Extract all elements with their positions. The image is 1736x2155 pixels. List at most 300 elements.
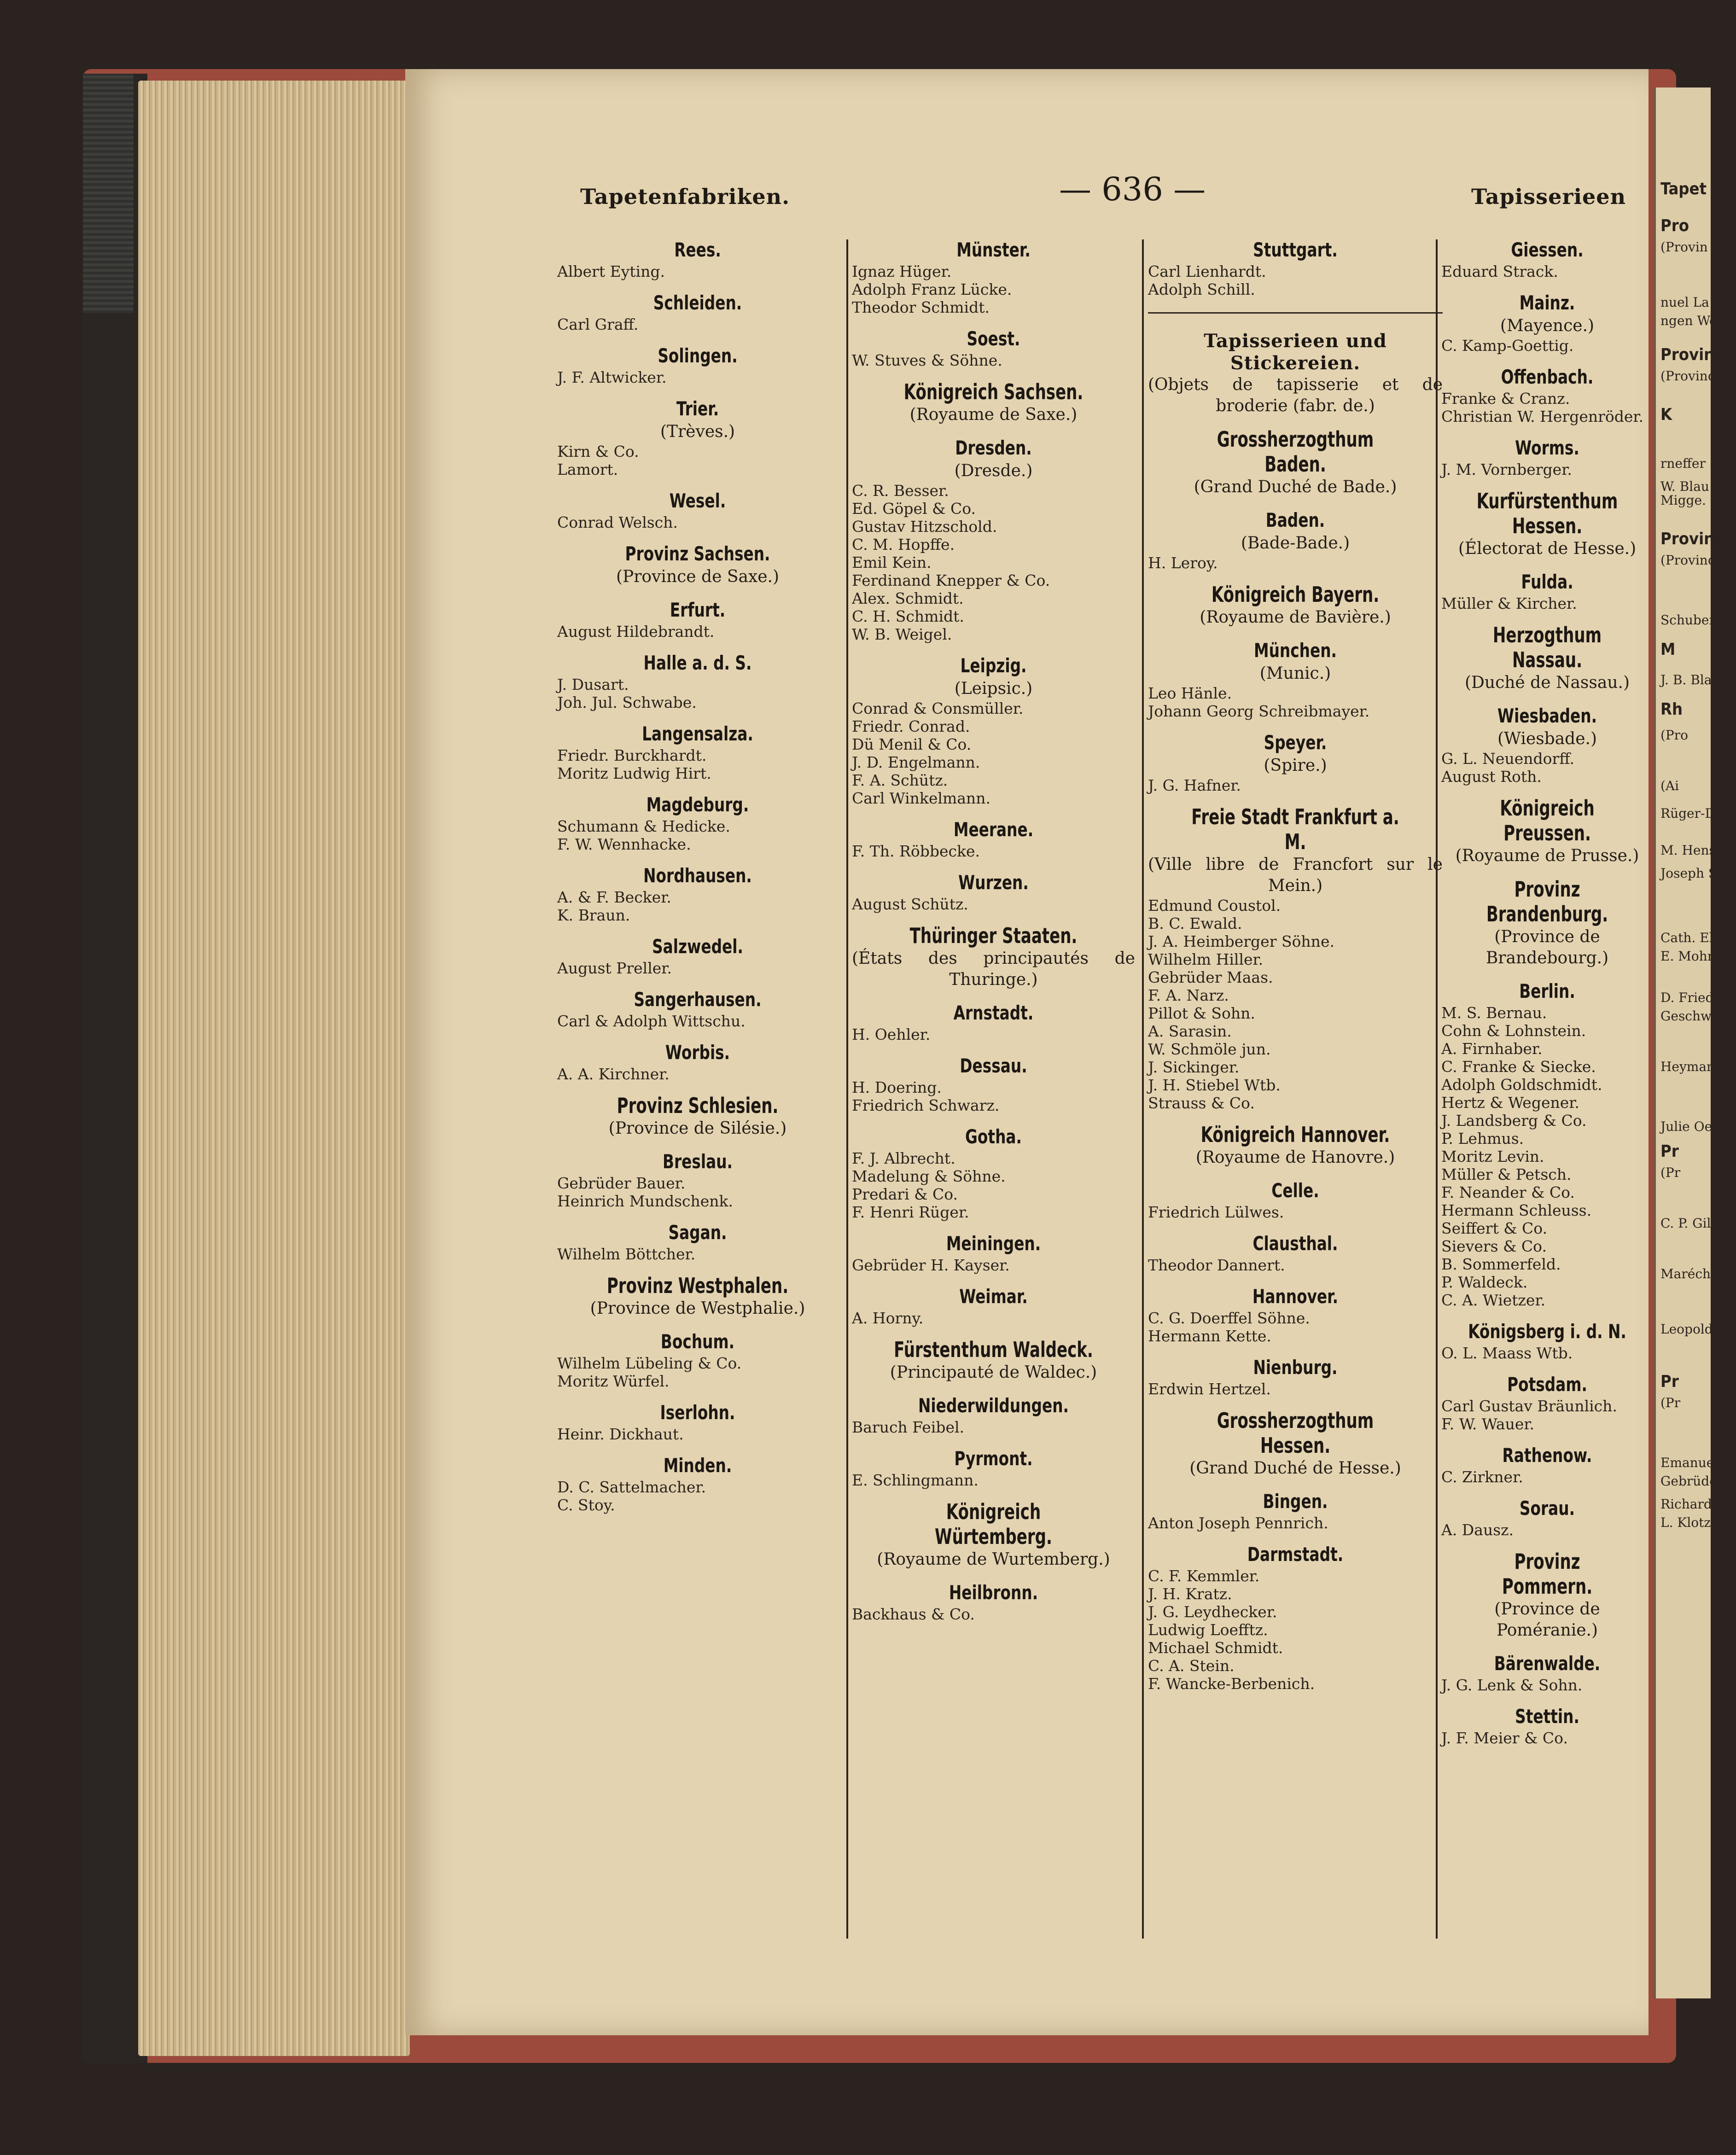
- next-page-fragment: J. B. Blau.: [1660, 672, 1724, 687]
- firm-name: F. Th. Röbbecke.: [852, 842, 980, 860]
- entry-block: [557, 934, 838, 977]
- entry-block: [852, 1124, 1135, 1221]
- place-heading: Leipzig.: [960, 654, 1027, 677]
- firm-name: A. & F. Becker.: [557, 888, 671, 906]
- french-translation: (Province de Saxe.): [616, 567, 780, 586]
- next-page-fragment: (Provinc: [1660, 368, 1715, 384]
- firm-name: C. G. Doerffel Söhne.: [1148, 1309, 1310, 1327]
- directory-column-2: [852, 235, 1135, 1939]
- entry-block: [1441, 979, 1653, 1309]
- firm-name: Friedrich Lülwes.: [1148, 1203, 1284, 1221]
- firm-name: Friedr. Burckhardt.: [557, 746, 707, 764]
- section-heading: Tapisserieen und Stickereien.: [1204, 330, 1387, 374]
- entry-block: [1148, 1284, 1443, 1345]
- next-page-fragment: Gebrüder: [1660, 1474, 1724, 1489]
- next-page-fragment: Cath. Elke: [1660, 930, 1729, 945]
- firm-name: Moritz Levin.: [1441, 1147, 1544, 1165]
- directory-column-4: [1441, 235, 1653, 1939]
- next-page-fragment: Maréchal: [1660, 1266, 1723, 1281]
- entry-block: [852, 923, 1135, 990]
- entry-block: [1148, 1355, 1443, 1398]
- firm-name: Dü Menil & Co.: [852, 735, 972, 753]
- entry-block: [1441, 877, 1653, 969]
- entry-block: [557, 1040, 838, 1083]
- place-heading: Berlin.: [1519, 980, 1575, 1002]
- next-page-fragment: Pr: [1660, 1372, 1679, 1391]
- place-heading: Grossherzogthum Baden.: [1217, 427, 1374, 477]
- firm-name: Wilhelm Hiller.: [1148, 950, 1264, 968]
- entry-block: [557, 1400, 838, 1443]
- entry-block: [852, 379, 1135, 425]
- entry-block: [557, 651, 838, 711]
- entry-block: [1148, 1542, 1443, 1693]
- entry-block: [1148, 238, 1443, 298]
- firm-name: Moritz Ludwig Hirt.: [557, 764, 711, 782]
- next-page-fragment: Tapet: [1660, 180, 1707, 198]
- entry-block: [1441, 1549, 1653, 1641]
- french-translation: (Duché de Nassau.): [1464, 673, 1630, 692]
- next-page-fragment: E. Mohr g: [1660, 949, 1726, 964]
- firm-name: C. H. Schmidt.: [852, 607, 964, 625]
- firm-name: Conrad & Consmüller.: [852, 699, 1024, 717]
- place-heading: Münster.: [956, 239, 1031, 261]
- french-translation: (Spire.): [1264, 756, 1327, 775]
- entry-block: [557, 987, 838, 1030]
- firm-name: Hermann Kette.: [1148, 1327, 1271, 1345]
- entry-block: [852, 1284, 1135, 1327]
- entry-block: [852, 1393, 1135, 1436]
- entry-block: [852, 1054, 1135, 1114]
- firm-name: Wilhelm Böttcher.: [557, 1245, 696, 1263]
- entry-block: [1441, 704, 1653, 786]
- entry-block: [852, 1337, 1135, 1383]
- next-page-fragment: M: [1660, 640, 1676, 659]
- place-heading: Rathenow.: [1502, 1444, 1592, 1467]
- firm-name: Ed. Göpel & Co.: [852, 500, 976, 518]
- place-heading: Wurzen.: [958, 871, 1029, 894]
- place-heading: Breslau.: [663, 1150, 733, 1173]
- next-page-edge: [1653, 87, 1736, 1998]
- place-heading: Trier.: [676, 397, 719, 420]
- firm-name: F. Henri Rüger.: [852, 1203, 969, 1221]
- next-page-fragment: Provinz: [1660, 530, 1724, 548]
- french-translation: (Royaume de Wurtemberg.): [877, 1550, 1110, 1569]
- entry-block: [1148, 1408, 1443, 1479]
- place-heading: Worbis.: [665, 1041, 730, 1064]
- entry-block: [852, 238, 1135, 316]
- firm-name: Adolph Goldschmidt.: [1441, 1076, 1602, 1094]
- firm-name: Johann Georg Schreibmayer.: [1148, 702, 1370, 720]
- entry-block: [852, 1001, 1135, 1043]
- place-heading: Iserlohn.: [660, 1401, 735, 1424]
- entry-block: [852, 436, 1135, 643]
- entry-block: [852, 1499, 1135, 1570]
- firm-name: J. G. Lenk & Sohn.: [1441, 1676, 1583, 1694]
- next-page-fragment: Emanuel: [1660, 1455, 1719, 1470]
- entry-block: [557, 396, 838, 478]
- next-page-fragment: Schubert &: [1660, 612, 1736, 628]
- firm-name: B. Sommerfeld.: [1441, 1255, 1561, 1273]
- entry-block: [557, 1149, 838, 1210]
- entry-block: [1441, 436, 1653, 478]
- firm-name: F. J. Albrecht.: [852, 1149, 955, 1167]
- place-heading: Stettin.: [1515, 1705, 1579, 1728]
- place-heading: Königreich Bayern.: [1211, 582, 1380, 607]
- french-translation: (Électorat de Hesse.): [1458, 539, 1637, 558]
- entry-block: [1441, 1704, 1653, 1747]
- french-translation: (Leipsic.): [954, 679, 1033, 698]
- directory-column-3: [1148, 235, 1443, 1939]
- firm-name: Cohn & Lohnstein.: [1441, 1022, 1586, 1040]
- entry-block: [557, 1329, 838, 1390]
- place-heading: Potsdam.: [1507, 1373, 1587, 1396]
- firm-name: Ferdinand Knepper & Co.: [852, 571, 1050, 589]
- place-heading: Nienburg.: [1253, 1356, 1338, 1379]
- firm-name: F. W. Wennhacke.: [557, 835, 691, 853]
- firm-name: Predari & Co.: [852, 1185, 958, 1203]
- firm-name: P. Waldeck.: [1441, 1273, 1528, 1291]
- french-translation: (Province de Silésie.): [608, 1119, 787, 1138]
- entry-block: [1441, 623, 1653, 693]
- entry-block: [1148, 730, 1443, 794]
- firm-name: J. A. Heimberger Söhne.: [1148, 932, 1334, 950]
- next-page-fragment: M. Hensele: [1660, 843, 1735, 858]
- firm-name: J. Sickinger.: [1148, 1058, 1240, 1076]
- entry-block: [1148, 582, 1443, 628]
- place-heading: Mainz.: [1519, 291, 1575, 314]
- entry-block: [557, 291, 838, 333]
- entry-block: [557, 1273, 838, 1319]
- firm-name: Theodor Schmidt.: [852, 298, 990, 316]
- firm-name: F. A. Narz.: [1148, 986, 1229, 1004]
- place-heading: Offenbach.: [1501, 366, 1594, 388]
- firm-name: C. Kamp-Goettig.: [1441, 337, 1574, 355]
- entry-block: [852, 817, 1135, 860]
- place-heading: Soest.: [967, 327, 1020, 350]
- place-heading: Clausthal.: [1252, 1232, 1338, 1255]
- firm-name: Gebrüder H. Kayser.: [852, 1256, 1010, 1274]
- french-translation: (Dresde.): [954, 461, 1033, 480]
- firm-name: J. D. Engelmann.: [852, 753, 980, 771]
- place-heading: Salzwedel.: [652, 935, 743, 958]
- firm-name: August Roth.: [1441, 768, 1542, 786]
- french-translation: (Province de Westphalie.): [590, 1299, 805, 1318]
- entry-block: [1441, 291, 1653, 355]
- firm-name: Alex. Schmidt.: [852, 589, 964, 607]
- firm-name: W. B. Weigel.: [852, 625, 952, 643]
- entry-block: [1148, 1122, 1443, 1168]
- entry-block: [557, 722, 838, 782]
- firm-name: Gebrüder Bauer.: [557, 1174, 686, 1192]
- entry-block: [1441, 1443, 1653, 1486]
- next-page-fragment: D. Friedhe: [1660, 990, 1730, 1005]
- firm-name: Gustav Hitzschold.: [852, 518, 997, 536]
- entry-block: [852, 326, 1135, 369]
- place-heading: Nordhausen.: [643, 864, 752, 887]
- entry-block: [1148, 1489, 1443, 1532]
- place-heading: Solingen.: [658, 344, 738, 367]
- firm-name: Franke & Cranz.: [1441, 390, 1570, 408]
- next-page-fragment: (Provin: [1660, 239, 1708, 255]
- place-heading: Erfurt.: [670, 599, 726, 621]
- firm-name: F. W. Wauer.: [1441, 1415, 1535, 1433]
- french-translation: (Bade-Bade.): [1241, 534, 1350, 553]
- firm-name: Müller & Petsch.: [1441, 1165, 1572, 1183]
- firm-name: Backhaus & Co.: [852, 1605, 975, 1623]
- entry-block: [557, 1220, 838, 1263]
- firm-name: F. A. Schütz.: [852, 771, 948, 789]
- place-heading: Pyrmont.: [954, 1447, 1033, 1470]
- entry-block: [1148, 638, 1443, 720]
- place-heading: Dessau.: [960, 1054, 1027, 1077]
- firm-name: F. Neander & Co.: [1441, 1183, 1575, 1201]
- french-translation: (Grand Duché de Hesse.): [1189, 1459, 1401, 1478]
- entry-block: [1441, 796, 1653, 867]
- firm-name: J. Dusart.: [557, 676, 629, 693]
- entry-block: [1148, 804, 1443, 1112]
- place-heading: Sorau.: [1519, 1497, 1575, 1520]
- entry-block: [1441, 365, 1653, 425]
- entry-block: [852, 1231, 1135, 1274]
- next-page-fragment: (Ai: [1660, 778, 1679, 793]
- place-heading: Sangerhausen.: [634, 988, 762, 1011]
- entry-block: [557, 863, 838, 924]
- entry-block: [557, 238, 838, 280]
- firm-name: E. Schlingmann.: [852, 1471, 979, 1489]
- firm-name: Emil Kein.: [852, 553, 932, 571]
- place-heading: Königreich Hannover.: [1200, 1122, 1390, 1147]
- next-page-fragment: Rüger-Due: [1660, 806, 1731, 821]
- next-page-fragment: Heymann: [1660, 1059, 1724, 1074]
- next-page-fragment: rneffer &: [1660, 456, 1721, 471]
- firm-name: August Schütz.: [852, 895, 968, 913]
- entry-block: [852, 1446, 1135, 1489]
- french-translation: (Royaume de Hanovre.): [1195, 1148, 1395, 1167]
- place-heading: Sagan.: [668, 1221, 727, 1244]
- firm-name: C. M. Hopffe.: [852, 536, 955, 553]
- firm-name: August Preller.: [557, 959, 672, 977]
- firm-name: Friedrich Schwarz.: [852, 1096, 1000, 1114]
- place-heading: Provinz Brandenburg.: [1486, 877, 1608, 926]
- entry-block: [557, 542, 838, 588]
- firm-name: Baruch Feibel.: [852, 1418, 965, 1436]
- firm-name: Carl Lienhardt.: [1148, 262, 1266, 280]
- entry-block: [852, 653, 1135, 807]
- place-heading: Provinz Westphalen.: [606, 1273, 789, 1298]
- french-translation: (États des principautés de Thuringe.): [852, 949, 1135, 989]
- place-heading: Wesel.: [669, 489, 726, 512]
- firm-name: Adolph Schill.: [1148, 280, 1255, 298]
- firm-name: August Hildebrandt.: [557, 623, 715, 641]
- place-heading: Worms.: [1515, 437, 1579, 459]
- next-page-fragment: W. Blau: [1660, 479, 1709, 494]
- firm-name: Carl Gustav Bräunlich.: [1441, 1397, 1617, 1415]
- firm-name: J. M. Vornberger.: [1441, 460, 1572, 478]
- entry-block: [1441, 238, 1653, 280]
- entry-block: [557, 344, 838, 386]
- firm-name: Carl Winkelmann.: [852, 789, 990, 807]
- firm-name: Albert Eyting.: [557, 262, 665, 280]
- french-translation: (Objets de tapisserie et de broderie (fabr. de.): [1148, 375, 1443, 415]
- firm-name: Conrad Welsch.: [557, 513, 678, 531]
- place-heading: Provinz Pommern.: [1502, 1549, 1593, 1599]
- french-translation: (Mayence.): [1500, 316, 1595, 335]
- firm-name: Ignaz Hüger.: [852, 262, 952, 280]
- section-block: [1148, 312, 1443, 417]
- entry-block: [1148, 427, 1443, 498]
- french-translation: (Munic.): [1259, 664, 1331, 683]
- entry-block: [852, 1580, 1135, 1623]
- firm-name: Madelung & Söhne.: [852, 1167, 1006, 1185]
- place-heading: Schleiden.: [653, 291, 742, 314]
- book-spine: [83, 74, 147, 2063]
- next-page-fragment: Rh: [1660, 700, 1683, 719]
- entry-block: [1441, 570, 1653, 612]
- place-heading: Speyer.: [1264, 731, 1327, 754]
- firm-name: Theodor Dannert.: [1148, 1256, 1285, 1274]
- place-heading: Giessen.: [1511, 239, 1584, 261]
- firm-name: Carl & Adolph Wittschu.: [557, 1012, 746, 1030]
- firm-name: H. Oehler.: [852, 1025, 931, 1043]
- firm-name: A. Dausz.: [1441, 1521, 1514, 1539]
- french-translation: (Royaume de Bavière.): [1200, 608, 1391, 627]
- firm-name: Strauss & Co.: [1148, 1094, 1255, 1112]
- firm-name: W. Schmöle jun.: [1148, 1040, 1271, 1058]
- place-heading: Kurfürstenthum Hessen.: [1476, 489, 1618, 538]
- place-heading: Provinz Sachsen.: [625, 542, 770, 565]
- next-page-fragment: Leopold: [1660, 1322, 1713, 1337]
- page-number: — 636 —: [1059, 170, 1206, 208]
- firm-name: Hermann Schleuss.: [1441, 1201, 1592, 1219]
- firm-name: Schumann & Hedicke.: [557, 817, 730, 835]
- entry-block: [1441, 489, 1653, 559]
- firm-name: J. H. Stiebel Wtb.: [1148, 1076, 1281, 1094]
- french-translation: (Grand Duché de Bade.): [1194, 478, 1397, 496]
- place-heading: Thüringer Staaten.: [909, 923, 1078, 948]
- entry-block: [1441, 1651, 1653, 1694]
- place-heading: Königreich Sachsen.: [903, 379, 1084, 404]
- firm-name: Adolph Franz Lücke.: [852, 280, 1012, 298]
- french-translation: (Wiesbade.): [1497, 729, 1597, 748]
- french-translation: (Principauté de Waldec.): [890, 1363, 1097, 1382]
- place-heading: Niederwildungen.: [918, 1394, 1069, 1417]
- place-heading: Herzogthum Nassau.: [1492, 623, 1602, 672]
- next-page-fragment: K: [1660, 405, 1672, 424]
- firm-name: Christian W. Hergenröder.: [1441, 408, 1644, 425]
- firm-name: A. A. Kirchner.: [557, 1065, 670, 1083]
- firm-name: D. C. Sattelmacher.: [557, 1478, 706, 1496]
- firm-name: H. Leroy.: [1148, 554, 1218, 572]
- firm-name: Friedr. Conrad.: [852, 717, 970, 735]
- next-page-fragment: (Pro: [1660, 728, 1689, 743]
- firm-name: Ludwig Loefftz.: [1148, 1621, 1268, 1639]
- place-heading: Grossherzogthum Hessen.: [1217, 1408, 1374, 1458]
- place-heading: Gotha.: [965, 1125, 1022, 1148]
- place-heading: Dresden.: [955, 437, 1032, 459]
- firm-name: Heinr. Dickhaut.: [557, 1425, 684, 1443]
- firm-name: C. R. Besser.: [852, 482, 949, 500]
- place-heading: Magdeburg.: [646, 793, 749, 816]
- firm-name: C. A. Wietzer.: [1441, 1291, 1546, 1309]
- entry-block: [1441, 1319, 1653, 1362]
- place-heading: Meiningen.: [946, 1232, 1041, 1255]
- firm-name: Carl Graff.: [557, 315, 639, 333]
- firm-name: G. L. Neuendorff.: [1441, 750, 1575, 768]
- next-page-fragment: (Pr: [1660, 1165, 1681, 1180]
- firm-name: O. L. Maass Wtb.: [1441, 1344, 1573, 1362]
- next-page-fragment: Provinz: [1660, 345, 1724, 364]
- firm-name: J. F. Meier & Co.: [1441, 1729, 1568, 1747]
- firm-name: Michael Schmidt.: [1148, 1639, 1283, 1657]
- firm-name: A. Horny.: [852, 1309, 924, 1327]
- firm-name: Kirn & Co.: [557, 443, 639, 460]
- directory-column-1: [557, 235, 838, 1939]
- place-heading: Langensalza.: [642, 722, 753, 745]
- place-heading: Arnstadt.: [953, 1002, 1034, 1024]
- firm-name: J. G. Hafner.: [1148, 776, 1241, 794]
- firm-name: K. Braun.: [557, 906, 630, 924]
- place-heading: Königreich Würtemberg.: [935, 1499, 1052, 1549]
- firm-name: Hertz & Wegener.: [1441, 1094, 1579, 1112]
- firm-name: H. Doering.: [852, 1078, 942, 1096]
- entry-block: [557, 1453, 838, 1514]
- next-page-fragment: Richard: [1660, 1497, 1712, 1512]
- firm-name: Erdwin Hertzel.: [1148, 1380, 1271, 1398]
- firm-name: Heinrich Mundschenk.: [557, 1192, 734, 1210]
- next-page-fragment: (Pr: [1660, 1395, 1681, 1410]
- running-header-left: Tapetenfabriken.: [580, 184, 790, 209]
- entry-block: [557, 1093, 838, 1139]
- french-translation: (Royaume de Saxe.): [909, 405, 1078, 424]
- next-page-fragment: C. P. Gil: [1660, 1216, 1711, 1231]
- firm-name: Leo Hänle.: [1148, 684, 1232, 702]
- firm-name: Gebrüder Maas.: [1148, 968, 1273, 986]
- entry-block: [557, 792, 838, 853]
- firm-name: J. Landsberg & Co.: [1441, 1112, 1587, 1130]
- firm-name: C. Zirkner.: [1441, 1468, 1523, 1486]
- place-heading: Wiesbaden.: [1497, 705, 1597, 727]
- place-heading: Königreich Preussen.: [1500, 796, 1595, 845]
- entry-block: [1148, 1231, 1443, 1274]
- firm-name: Müller & Kircher.: [1441, 594, 1577, 612]
- running-header-right: Tapisserieen: [1471, 184, 1626, 209]
- firm-name: A. Sarasin.: [1148, 1022, 1232, 1040]
- firm-name: Eduard Strack.: [1441, 262, 1558, 280]
- firm-name: Seiffert & Co.: [1441, 1219, 1548, 1237]
- entry-block: [557, 598, 838, 641]
- french-translation: (Ville libre de Francfort sur le Mein.): [1148, 855, 1443, 895]
- entry-block: [1441, 1496, 1653, 1539]
- firm-name: J. H. Kratz.: [1148, 1585, 1232, 1603]
- firm-name: C. A. Stein.: [1148, 1657, 1235, 1675]
- place-heading: Bärenwalde.: [1494, 1652, 1601, 1675]
- firm-name: Lamort.: [557, 460, 618, 478]
- place-heading: Minden.: [663, 1454, 732, 1477]
- entry-block: [1148, 508, 1443, 572]
- firm-name: Wilhelm Lübeling & Co.: [557, 1354, 742, 1372]
- firm-name: P. Lehmus.: [1441, 1130, 1524, 1147]
- place-heading: Celle.: [1271, 1179, 1319, 1202]
- column-rule: [846, 239, 848, 1939]
- page-edges: [138, 81, 410, 2056]
- firm-name: W. Stuves & Söhne.: [852, 351, 1002, 369]
- column-rule: [1142, 239, 1144, 1939]
- entry-block: [557, 489, 838, 531]
- place-heading: Fürstenthum Waldeck.: [894, 1337, 1093, 1362]
- next-page-fragment: Pro: [1660, 216, 1689, 235]
- place-heading: Bingen.: [1263, 1490, 1328, 1513]
- french-translation: (Royaume de Prusse.): [1455, 846, 1639, 865]
